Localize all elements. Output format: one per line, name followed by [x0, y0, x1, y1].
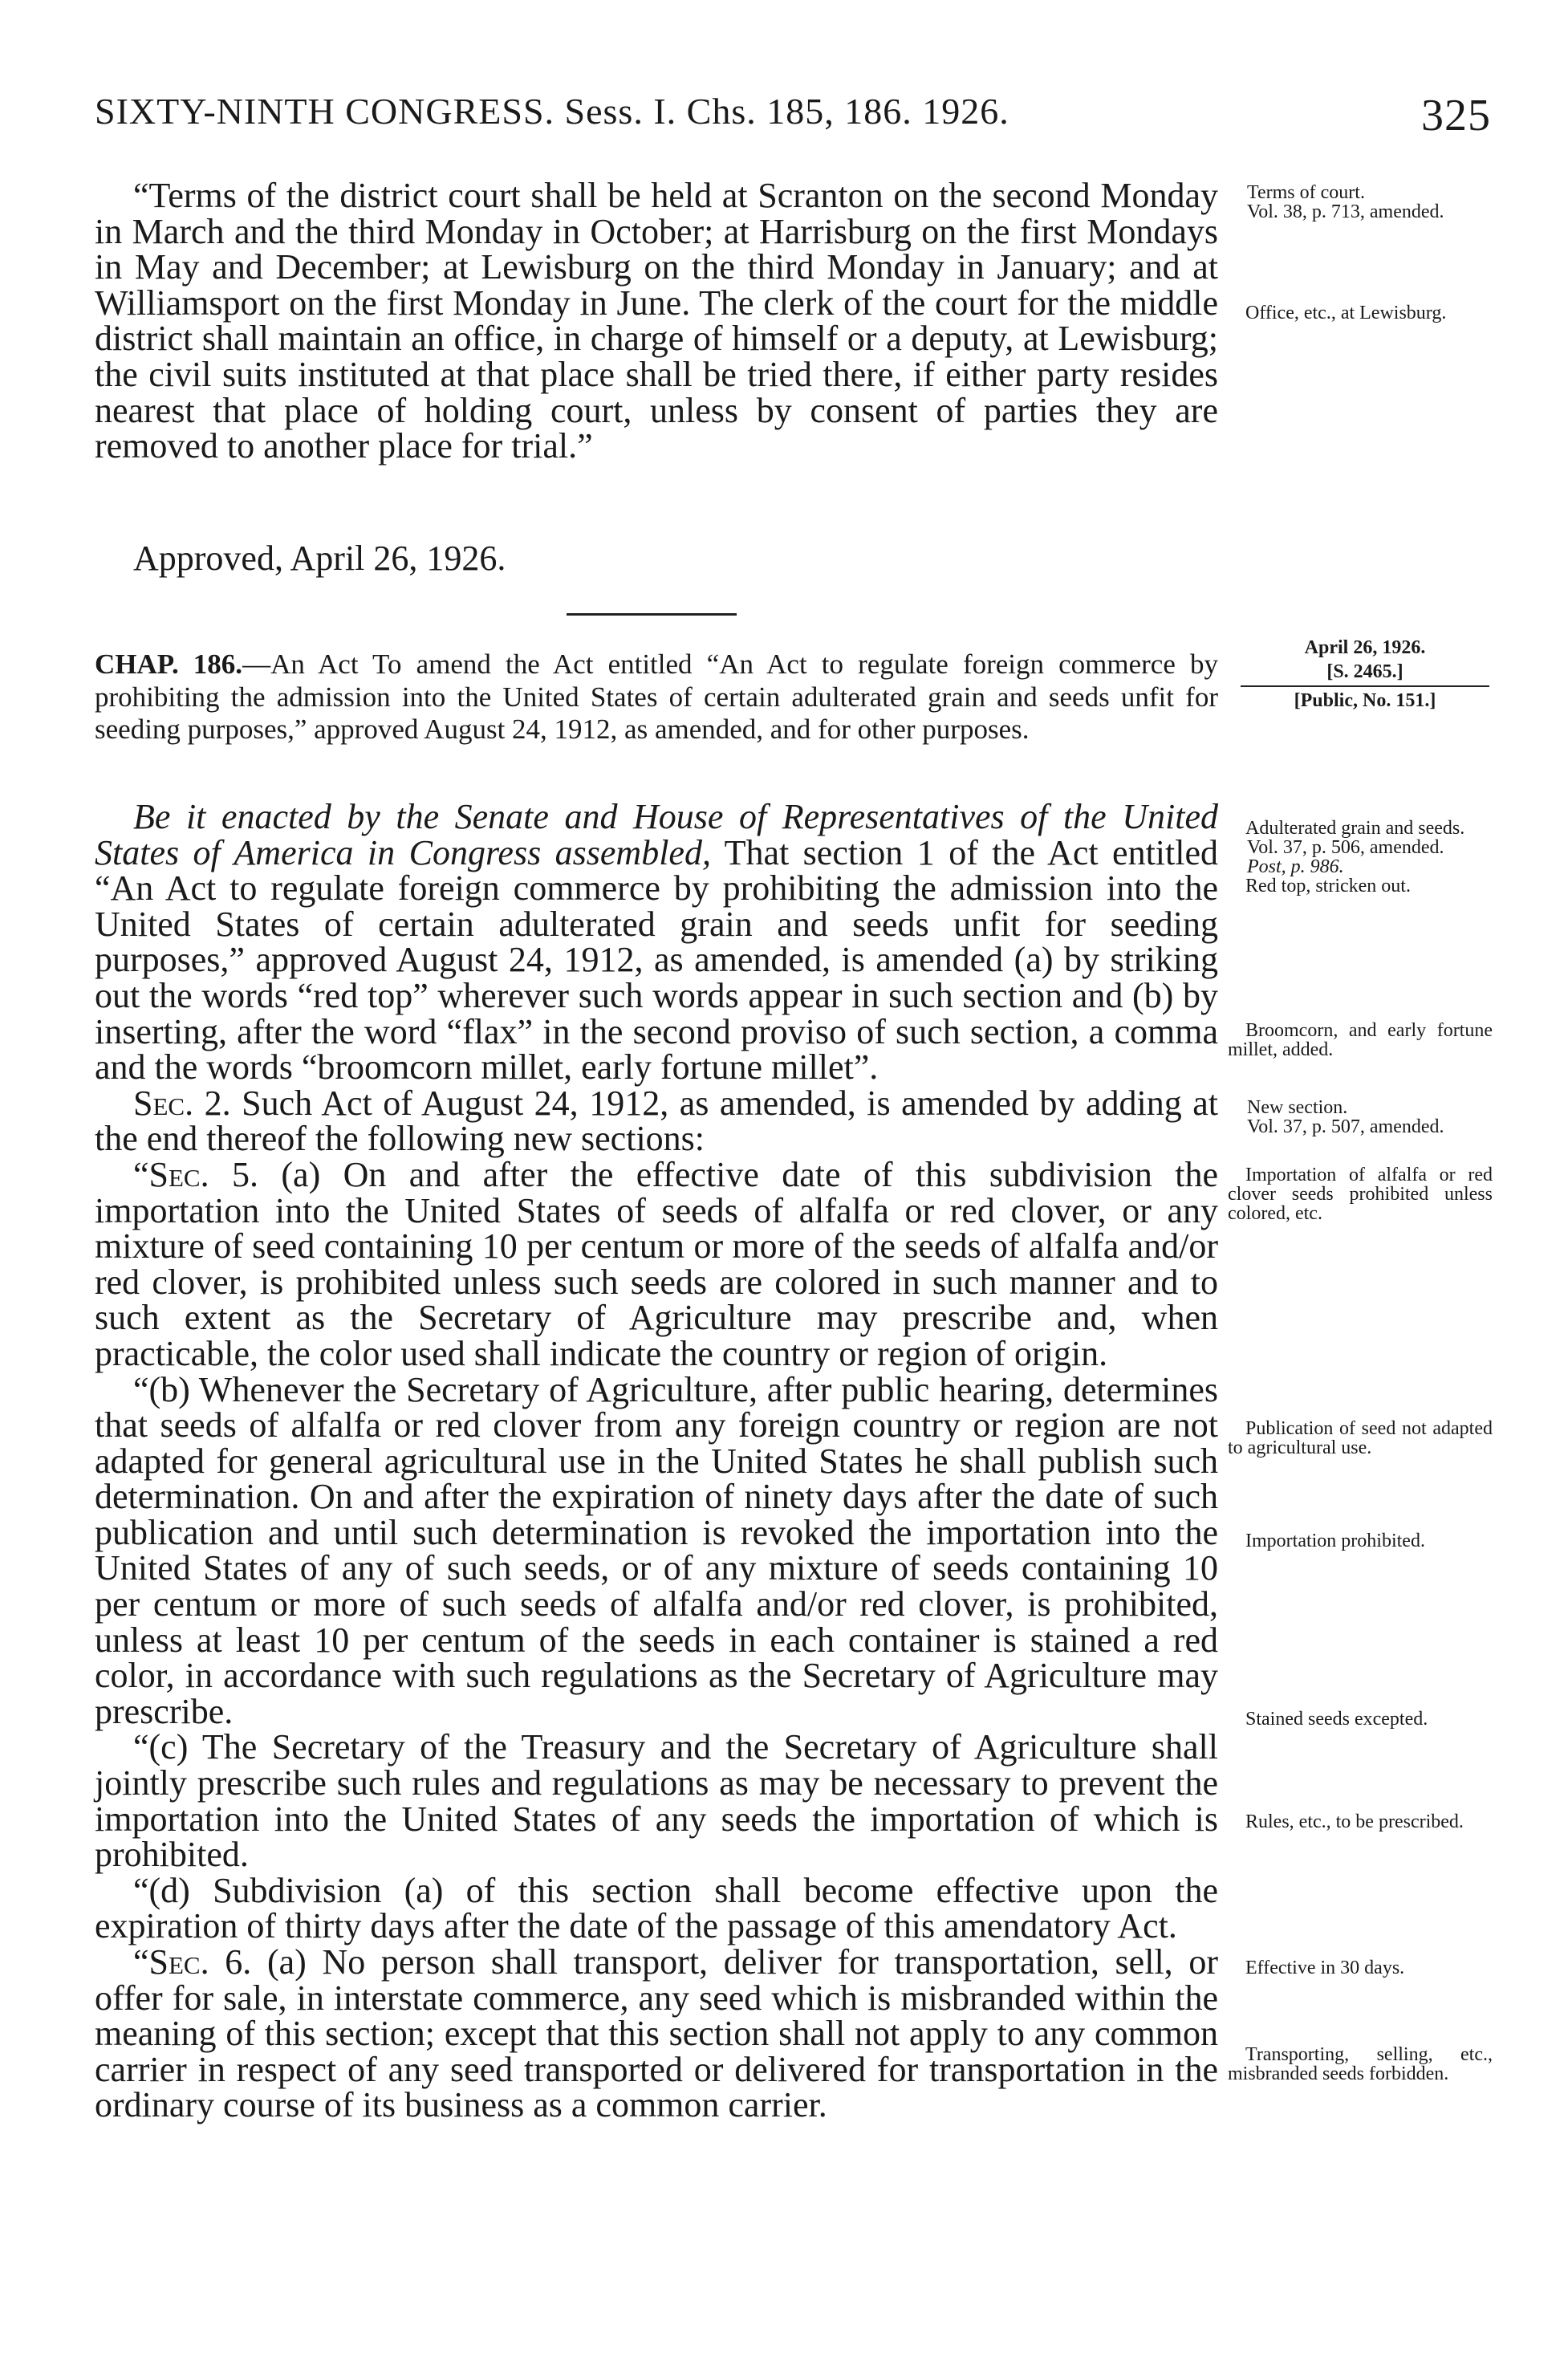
- approval-line: [95, 539, 1218, 577]
- section-2-label: Sec. 2.: [133, 1083, 231, 1123]
- margin-stained: Stained seeds excepted.: [1245, 1709, 1428, 1730]
- margin-note-terms: [1228, 183, 1493, 222]
- margin-adulterated-cite: Vol. 37, p. 506, amended.: [1247, 837, 1444, 858]
- margin-adulterated: Adulterated grain and seeds.: [1245, 818, 1465, 839]
- margin-rules: Rules, etc., to be prescribed.: [1245, 1811, 1464, 1832]
- margin-note-broomcorn: [1228, 1021, 1493, 1059]
- section-divider: [567, 613, 737, 616]
- enacting-paragraph: [95, 799, 1218, 1086]
- chapter-title: —An Act To amend the Act entitled “An Act to regulate foreign commerce by prohibiting the admission into the United States of certain adulterated grain and seeds unfit for seeding purposes,” approved August 24, 1912, as amended, and for other purposes.: [95, 648, 1218, 745]
- margin-note-new-section: [1228, 1098, 1493, 1136]
- approval-date: Approved, April 26, 1926.: [133, 539, 506, 578]
- section-5a-text: (a) On and after the effective date of this subdivision the importation into the United States of seeds of alfalfa or red clover, or any mixture of seed containing 10 per centum or more of the seeds of alfalfa and/or red clover, is prohibited unless such seeds are colored in such manner and to such extent as the Secretary of Agriculture may prescribe and, when practicable, the color used shall indicate the country or region of origin.: [95, 1154, 1218, 1373]
- margin-publication: Publication of seed not adapted to agricultural use.: [1228, 1418, 1493, 1458]
- section-5c-paragraph: “(c) The Secretary of the Treasury and the Secretary of Agriculture shall jointly prescribe such rules and regulations as may be necessary to prevent the importation into the United States of any seeds the importation of which is prohibited.: [95, 1727, 1218, 1875]
- section-2-text: Such Act of August 24, 1912, as amended, is amended by adding at the end thereof the following new sections:: [95, 1083, 1218, 1159]
- margin-red-top: Red top, stricken out.: [1245, 876, 1411, 896]
- margin-bill: [S. 2465.]: [1326, 661, 1403, 682]
- margin-note-importation-prohibited: [1228, 1531, 1493, 1551]
- margin-note-office: [1228, 303, 1493, 323]
- margin-note-importation-alfalfa: [1228, 1165, 1493, 1223]
- paragraph-terms-of-court: “Terms of the district court shall be held at Scranton on the second Monday in March and the third Monday in October; at Harrisburg on the first Mondays in May and December; at Lewisburg on the third Monday in January; and at Williamsport on the first Monday in June. The clerk of the court for the middle district shall maintain an office, in charge of himself or a deputy, at Lewisburg; the civil suits instituted at that place shall be tried there, if either party resides nearest that place of holding court, unless by consent of parties they are removed to another place for trial.”: [95, 176, 1218, 466]
- section-5-label: “Sec. 5.: [133, 1154, 258, 1194]
- margin-post: Post, p. 986.: [1247, 856, 1344, 877]
- chapter-label: CHAP. 186.: [95, 648, 243, 680]
- enacting-text: That section 1 of the Act entitled “An Act to regulate foreign commerce by prohibiting the admission into the United States of certain adulterated grain and seeds unfit for seeding purposes,” approved August 24, 1912, as amended, is amended (a) by striking out the words “red top” wherever such words appear in such section and (b) by inserting, after the word “flax” in the second proviso of such section, a comma and the words “broomcorn millet, early fortune millet”.: [95, 832, 1218, 1088]
- enacting-clause: Be it enacted by the Senate and House of Representatives of the United States of America in Congress assembled,: [95, 797, 1218, 872]
- page-number: 325: [1421, 91, 1491, 140]
- running-head-title: SIXTY-NINTH CONGRESS. Sess. I. Chs. 185, 186. 1926.: [95, 91, 1009, 132]
- section-terms-of-court: [95, 178, 1218, 465]
- margin-chapter-citation: [1241, 636, 1489, 713]
- margin-new-section-cite: Vol. 37, p. 507, amended.: [1247, 1116, 1444, 1137]
- margin-note-publication: [1228, 1419, 1493, 1458]
- chapter-heading: [95, 648, 1218, 746]
- section-6a-text: (a) No person shall transport, deliver for transportation, sell, or offer for sale, in interstate commerce, any seed which is misbranded within the meaning of this section; except that this section shall not apply to any common carrier in respect of any seed transported or delivered for transportation in the ordinary course of its business as a common carrier.: [95, 1942, 1218, 2125]
- section-6-label: “Sec. 6.: [133, 1942, 252, 1982]
- margin-new-section: New section.: [1247, 1097, 1348, 1118]
- margin-importation-prohibited: Importation prohibited.: [1245, 1531, 1425, 1551]
- margin-importation-alfalfa: Importation of alfalfa or red clover seeds prohibited unless colored, etc.: [1228, 1165, 1493, 1224]
- margin-date: April 26, 1926.: [1304, 637, 1426, 658]
- margin-note-transporting: [1228, 2045, 1493, 2084]
- section-5b-paragraph: “(b) Whenever the Secretary of Agriculture, after public hearing, determines that seeds of alfalfa or red clover from any foreign country or region are not adapted for general agricultural use in the United States he shall publish such determination. On and after the expiration of ninety days after the date of such publication and until such determination is revoked the importation into the United States of any of such seeds, or of any mixture of seeds containing 10 per centum or more of such seeds of alfalfa and/or red clover, is prohibited, unless at least 10 per centum of the seeds in each container is stained a red color, in accordance with such regulations as the Secretary of Agriculture may prescribe.: [95, 1369, 1218, 1731]
- margin-office-lewisburg: Office, etc., at Lewisburg.: [1245, 303, 1447, 323]
- margin-note-rules: [1228, 1812, 1493, 1832]
- section-5a-paragraph: [95, 1154, 1218, 1373]
- margin-terms-cite: Vol. 38, p. 713, amended.: [1247, 201, 1444, 222]
- margin-note-stained: [1228, 1710, 1493, 1729]
- margin-cite-rule: [1241, 685, 1489, 687]
- margin-note-adulterated: [1228, 819, 1493, 896]
- section-6a-paragraph: [95, 1942, 1218, 2125]
- margin-terms-of-court: Terms of court.: [1247, 182, 1365, 203]
- chapter-title-paragraph: [95, 648, 1218, 746]
- act-body: [95, 799, 1218, 2124]
- section-5d-paragraph: “(d) Subdivision (a) of this section shall become effective upon the expiration of thirty days after the date of the passage of this amendatory Act.: [95, 1870, 1218, 1946]
- margin-effective: Effective in 30 days.: [1245, 1958, 1405, 1978]
- margin-note-effective: [1228, 1958, 1493, 1978]
- section-2-paragraph: [95, 1083, 1218, 1159]
- margin-broomcorn: Broomcorn, and early fortune millet, added.: [1228, 1020, 1493, 1060]
- margin-transporting: Transporting, selling, etc., misbranded seeds forbidden.: [1228, 2044, 1493, 2084]
- margin-public-law: [Public, No. 151.]: [1294, 690, 1436, 711]
